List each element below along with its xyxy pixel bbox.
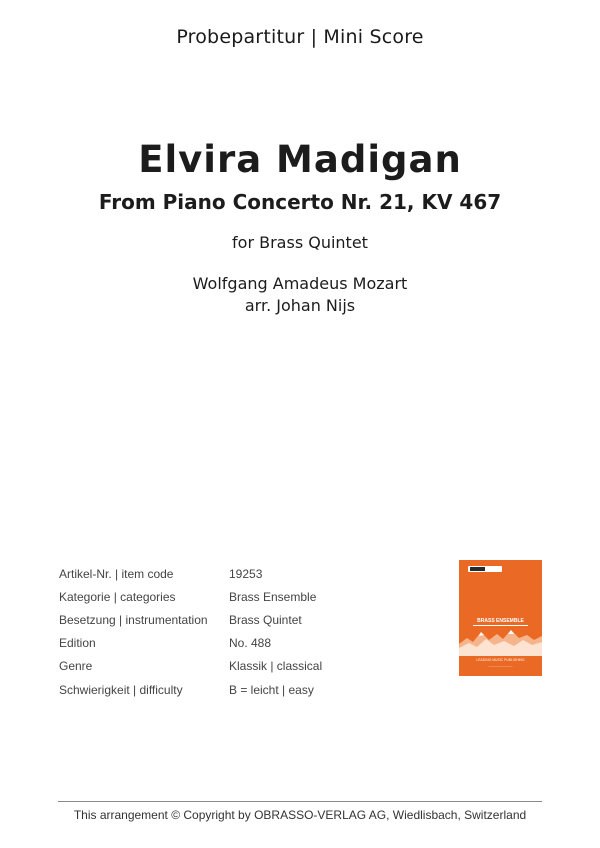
info-value: Brass Ensemble — [229, 589, 317, 604]
subtitle: From Piano Concerto Nr. 21, KV 467 — [98, 190, 502, 214]
info-row-categories — [59, 585, 449, 608]
info-label: Schwierigkeit | difficulty — [59, 682, 183, 697]
cover-thumbnail — [459, 560, 542, 676]
info-value: B = leicht | easy — [229, 682, 314, 697]
composer: Wolfgang Amadeus Mozart — [192, 274, 408, 293]
cover-fine-print: ———————— — [488, 664, 513, 668]
score-type-label: Probepartitur | Mini Score — [176, 26, 424, 48]
cover-publisher-line: LEADING MUSIC PUBLISHING — [476, 658, 525, 662]
mountain-illustration — [459, 626, 542, 656]
page-title: Elvira Madigan — [138, 138, 462, 181]
info-row-item-code — [59, 562, 449, 585]
info-table — [59, 562, 449, 701]
info-label: Genre — [59, 659, 93, 674]
info-value: Klassik | classical — [229, 659, 323, 674]
info-row-edition — [59, 632, 449, 655]
info-label: Edition — [59, 636, 96, 651]
info-row-instrumentation — [59, 608, 449, 631]
info-row-genre — [59, 655, 449, 678]
publisher-logo — [468, 566, 502, 572]
cover-series-title: BRASS ENSEMBLE — [477, 618, 524, 624]
info-label: Artikel-Nr. | item code — [59, 566, 174, 581]
info-value: 19253 — [229, 566, 263, 581]
info-label: Besetzung | instrumentation — [59, 612, 208, 627]
arranger: arr. Johan Nijs — [244, 296, 356, 315]
instrumentation-line: for Brass Quintet — [232, 233, 368, 252]
info-row-difficulty — [59, 678, 449, 701]
copyright-notice: This arrangement © Copyright by OBRASSO-VERLAG AG, Wiedlisbach, Switzerland — [73, 808, 527, 822]
footer-divider — [58, 801, 542, 802]
info-label: Kategorie | categories — [59, 589, 176, 604]
info-value: Brass Quintet — [229, 612, 302, 627]
info-value: No. 488 — [229, 636, 272, 651]
